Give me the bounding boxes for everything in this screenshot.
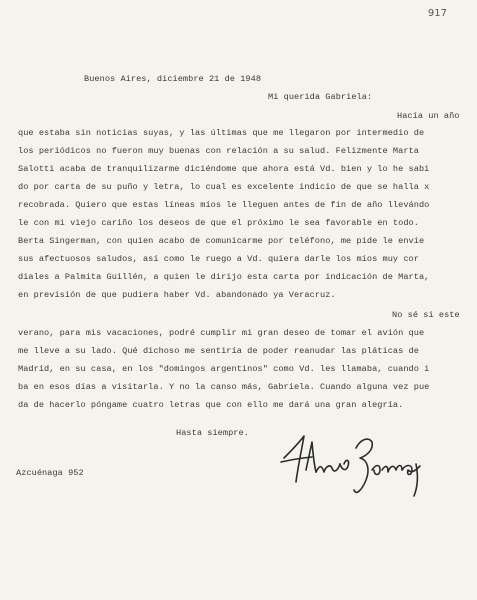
body-line: diales a Palmita Guillén, a quien le dirijo esta carta por indicación de Marta, [18, 272, 430, 282]
body-line: Berta Singerman, con quien acabo de comunicarme por teléfono, me pide le envíe [18, 236, 425, 246]
body-line: que estaba sin noticias suyas, y las últimas que me llegaron por intermedio de [18, 128, 425, 138]
body-line: do por carta de su puño y letra, lo cual es excelente indicio de que se halla x [18, 182, 430, 192]
body-line: recobrada. Quiero que estas líneas míos le lleguen antes de fin de año llevándo [18, 200, 430, 210]
body-line: los periódicos no fueron muy buenas con relación a su salud. Felizmente Marta [18, 146, 419, 156]
body-line: No sé si este [392, 310, 460, 320]
sender-address: Azcuénaga 952 [16, 468, 84, 478]
folio-number: 917 [427, 8, 447, 19]
handwritten-signature [276, 430, 426, 500]
closing: Hasta siempre. [176, 428, 249, 438]
body-line: le con mi viejo cariño los deseos de que el próximo le sea favorable en todo. [18, 218, 419, 228]
body-line: sus afectuosos saludos, así como le ruego a Vd. quiera darle los míos muy cor [18, 254, 419, 264]
body-line: Hacía un año [397, 111, 460, 121]
date-line: Buenos Aires, diciembre 21 de 1948 [84, 74, 262, 84]
body-line: ba en esos días a visitarla. Y no la canso más, Gabriela. Cuando alguna vez pue [18, 382, 430, 392]
body-line: Salotti acaba de tranquilizarme diciéndome que ahora está Vd. bien y lo he sabi [18, 164, 430, 174]
salutation: Mi querida Gabriela: [268, 92, 373, 102]
body-line: verano, para mis vacaciones, podré cumplir mi gran deseo de tomar el avión que [18, 328, 425, 338]
body-line: me lleve a su lado. Qué dichoso me sentiría de poder reanudar las pláticas de [18, 346, 419, 356]
body-line: en previsión de que pudiera haber Vd. abandonado ya Veracruz. [18, 290, 336, 300]
body-line: Madrid, en su casa, en los "domingos argentinos" como Vd. les llamaba, cuando i [18, 364, 430, 374]
body-line: da de hacerlo póngame cuatro letras que con ello me dará una gran alegría. [18, 400, 404, 410]
